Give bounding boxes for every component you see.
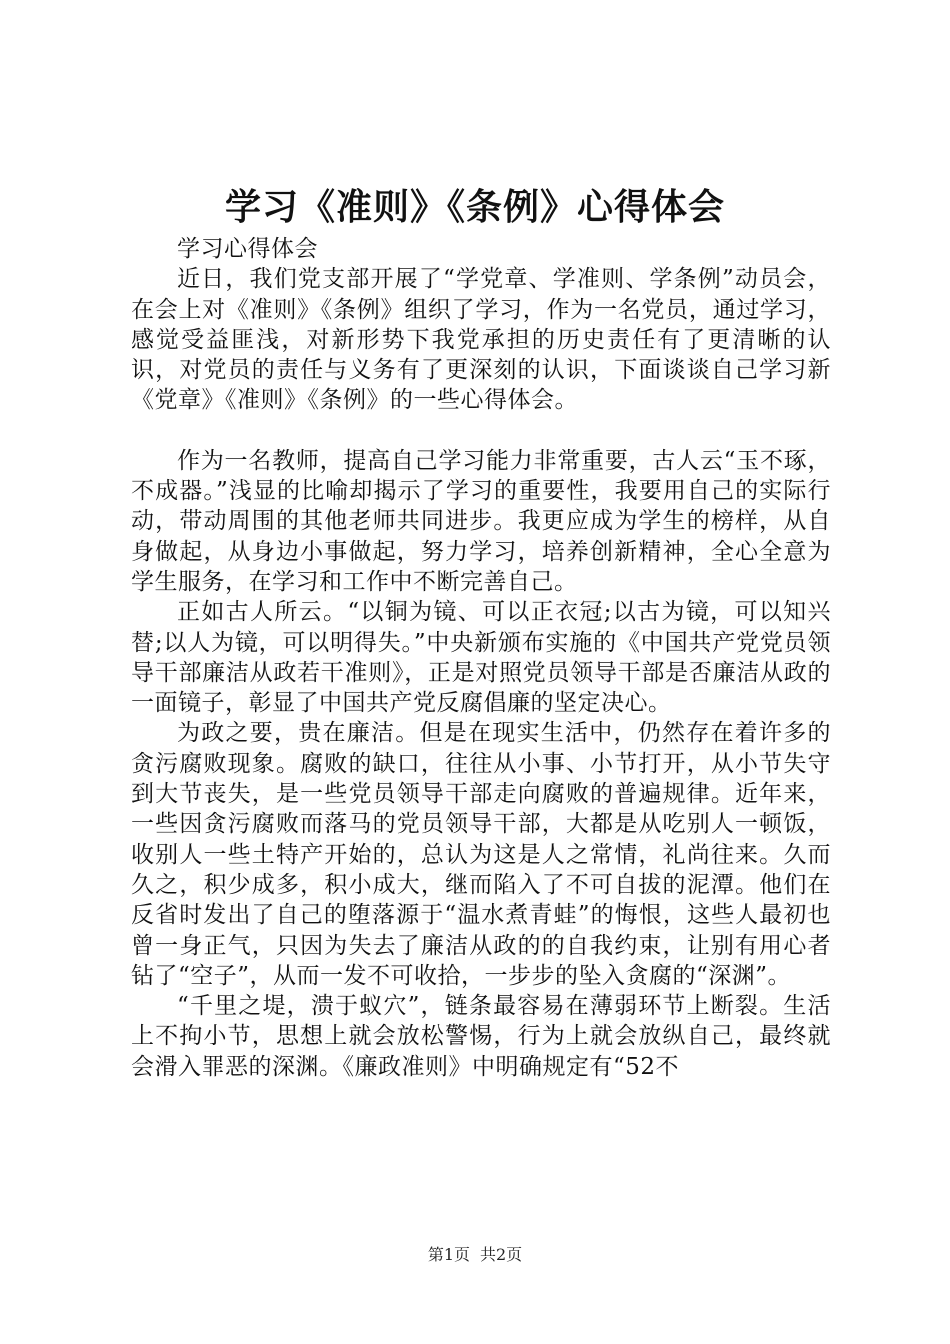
page-number: 第1页 [427,1245,470,1264]
document-title: 学习《准则》《条例》心得体会 [224,187,725,228]
paragraph: 近日，我们党支部开展了“学党章、学准则、学条例”动员会，在会上对《准则》《条例》组织了学习，作为一名党员，通过学习，感觉受益匪浅，对新形势下我党承担的历史责任有了更清晰的认识，对党员的责任与义务有了更深刻的认识，下面谈谈自己学习新《党章》《准则》《条例》的一些心得体会。 [131,266,831,414]
page-count: 共2页 [480,1245,523,1264]
page-footer [0,1244,950,1266]
document-body [131,234,831,1082]
paragraph: “千里之堤，溃于蚁穴”，链条最容易在薄弱环节上断裂。生活上不拘小节，思想上就会放松警惕，行为上就会放纵自己，最终就会滑入罪恶的深渊。《廉政准则》中明确规定有“52不 [131,993,831,1080]
paragraph: 正如古人所云。“以铜为镜、可以正衣冠;以古为镜，可以知兴替;以人为镜，可以明得失。”中央新颁布实施的《中国共产党党员领导干部廉洁从政若干准则》，正是对照党员领导干部是否廉洁从政的一面镜子，彰显了中国共产党反腐倡廉的坚定决心。 [131,599,831,717]
paragraph: 作为一名教师，提高自己学习能力非常重要，古人云“玉不琢，不成器。”浅显的比喻却揭示了学习的重要性，我要用自己的实际行动，带动周围的其他老师共同进步。我更应成为学生的榜样，从自身做起，从身边小事做起，努力学习，培养创新精神，全心全意为学生服务，在学习和工作中不断完善自己。 [131,447,831,595]
paragraph: 为政之要，贵在廉洁。但是在现实生活中，仍然存在着许多的贪污腐败现象。腐败的缺口，往往从小事、小节打开，从小节失守到大节丧失，是一些党员领导干部走向腐败的普遍规律。近年来，一些因贪污腐败而落马的党员领导干部，大都是从吃别人一顿饭，收别人一些土特产开始的，总认为这是人之常情，礼尚往来。久而久之，积少成多，积小成大，继而陷入了不可自拔的泥潭。他们在反省时发出了自己的堕落源于“温水煮青蛙”的悔恨，这些人最初也曾一身正气，只因为失去了廉洁从政的的自我约束，让别有用心者钻了“空子”，从而一发不可收拾，一步步的坠入贪腐的“深渊”。 [131,720,831,989]
document-subtitle: 学习心得体会 [177,236,318,262]
